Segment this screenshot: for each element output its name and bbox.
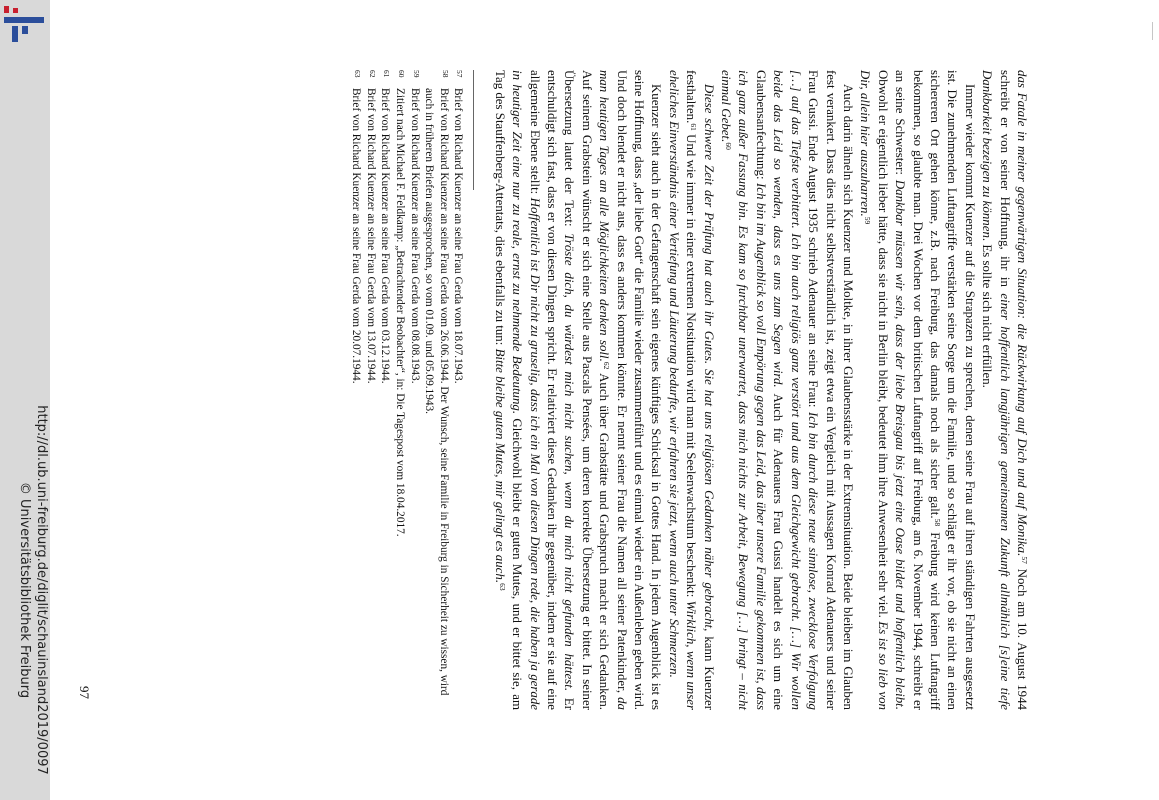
quote-text: das Fatale in meiner gegenwärtigen Situation: die Rückwirkung auf Dich und auf Monika. (1015, 70, 1029, 557)
quote-text: Ich bin im Augenblick so voll Empörung gegen das Leid, das über unsere Familie gekommen ist, dass ich ganz außer Fassung bin. Es kam so furchtbar unerwartet, dass mich nichts zur Arbeit, Bewegung […] bringt – nicht einmal Gebet. (719, 70, 768, 710)
footnote-number: 62 (367, 70, 377, 78)
text-run: Noch am 10. August 1944 schreibt er von seiner Hoffnung, ihr in (997, 70, 1029, 710)
paragraph (717, 70, 856, 710)
paragraph (490, 70, 664, 710)
footnote-number: 61 (382, 70, 392, 78)
footnote-text: Zitiert nach Michael F. Feldkamp: „Betrachtender Beobachter“, in: Die Tagespost vom 18.04.2017. (394, 88, 407, 537)
quote-text: einer hoffentlich langjährigen gemeinsamen Zukunft allmählich [s]eine tiefe Dankbarkeit bezeigen zu können (980, 70, 1012, 710)
viewer-sidebar (0, 0, 50, 800)
quote-text: Es ist so lieb von Dir, allein hier auszuharren. (858, 70, 890, 710)
footnote-ref: 57 (1020, 556, 1029, 564)
footnote (422, 70, 451, 710)
text-run: kann Kuenzer festhalten. (684, 70, 716, 710)
text-run: Gleichwohl bleibt er guten Mutes, und er bittet sie, am Tag des Stauffenberg-Attentats, dies ebenfalls zu tun: (492, 70, 525, 710)
footnote-text: Brief von Richard Kuenzer an seine Frau Gerda vom 03.12.1944. (379, 88, 392, 384)
footnote-ref: 61 (689, 123, 699, 131)
quote-text: Ich bin durch diese neue sinnlose, zwecklose Verfolgung […] auf das Tiefste verbittert. Ich bin auch religiös ganz verstört und aus dem Gleichgewicht gebracht. […] Wir wollen beide das Leid so wenden, dass es uns zum Segen wird. (771, 70, 821, 711)
body-text (490, 70, 1030, 710)
source-info (16, 380, 50, 800)
footnote-ref: 62 (602, 361, 612, 370)
quote-text: Wirklich, wenn unser eheliches Einverständnis einer Vertiefung und Läuterung bedurfte, wir erfahren sie jetzt, wenn auch unter Schmerzen. (666, 70, 699, 710)
paragraph (664, 70, 716, 710)
text-run: Immer wieder kommt Kuenzer auf die Strapazen zu sprechen, denen seine Frau auf ihren ständigen Fahrten ausgesetzt ist. Die zunehmenden Luftangriffe verstärken seine Sorge um die Familie, und so schlägt er ihr vor, ob sie nicht an einen sichereren Ort gehen könne, z.B. nach Freiburg, das damals noch als sicher galt. (927, 70, 977, 710)
quote-text: Diese schwere Zeit der Prüfung hat auch ihr Gutes. Sie hat uns religiösen Gedanken näher gebracht, (701, 84, 716, 632)
text-run: Auch für Adenauers Frau Gussi handelt es sich um eine Glaubensanfechtung: (753, 70, 786, 710)
footnote (349, 70, 364, 710)
footnote-number: 59 (411, 70, 421, 78)
footnote-number: 58 (440, 70, 450, 78)
footnote-number: 60 (397, 70, 407, 78)
university-logo-icon (2, 2, 48, 48)
text-run: Kuenzer sieht auch in der Gefangenschaft sein eigenes künftiges Schicksal in Gottes Hand. In jedem Augenblick ist es seine Hoffnung, dass „der liebe Gott“ die Familie wieder zusammenführt und es einmal wieder ein Außenleben geben wird. Und doch blendet er nicht aus, dass es anders kommen könnte. Er nennt seiner Frau die Namen all seiner Patenkinder, (614, 70, 664, 710)
footnote (363, 70, 378, 710)
footnote-text: Brief von Richard Kuenzer an seine Frau Gerda vom 26.06.1944. Der Wunsch, seine Familie in Freiburg in Sicherheit zu wissen, wird auch in früheren Briefen ausgesprochen, so vom 01.09. und 05.09.1943. (423, 88, 450, 696)
paragraph (856, 70, 978, 710)
footnote-ref: 59 (863, 216, 873, 225)
source-url[interactable]: http://dl.ub.uni-freiburg.de/diglit/schauinsland2019/0097 (34, 405, 49, 775)
footnote-text: Brief von Richard Kuenzer an seine Frau Gerda vom 13.07.1944. (364, 88, 377, 384)
quote-text: Hoffentlich ist Dir nicht zu gruselig, dass ich ein Mal von diesen Dingen rede, die haben ja gerade in heutiger Zeit eine nur zu reale, ernst zu nehmende Bedeutung. (510, 70, 542, 710)
text-run: Freiburg wird keinen Luftangriff bekommen, so glaubte man. Drei Wochen vor dem britischen Luftangriff auf Freiburg, am 6. November 1944, schreibt er an seine Schwester: (893, 70, 942, 710)
footnote-text: Brief von Richard Kuenzer an seine Frau Gerda vom 08.08.1943. (408, 88, 421, 384)
scanned-page (130, 70, 1030, 710)
footnote (407, 70, 422, 710)
text-run: Und wie immer in einer extremen Notsituation wird man mit Seelenwachstum beschenkt: (684, 130, 699, 601)
paragraph (978, 70, 1030, 710)
quote-text: Bitte bleibe guten Mutes, mir gelingt es auch. (492, 348, 507, 584)
text-run: Obwohl er eigentlich lieber hätte, dass sie nicht in Berlin bleibt, bedeutet ihm ihre Anwesenheit sehr viel. (875, 70, 890, 622)
footnote-text: Brief von Richard Kuenzer an seine Frau Gerda vom 20.07.1944. (350, 88, 363, 384)
text-run: Auch darin ähneln sich Kuenzer und Moltke, in ihrer Glaubensstärke in der Extremsituation. Beide bleiben im Glauben fest verankert. Dass dies nicht selbstverständlich ist, zeigt etwa ein Vergleich mit Aussagen Konrad Adenauers und seiner Frau Gussi. Ende August 1935 schrieb Adenauer an seine Frau: (806, 70, 855, 710)
footnote (451, 70, 466, 710)
footnote (378, 70, 393, 710)
footnote-ref: 58 (932, 518, 942, 527)
text-run: Auch über Grabstätte und Grabspruch macht er sich Gedanken. Auf seinem Grabstein wünscht er sich eine Stelle aus Pascals Pensées, um deren korrekte Übersetzung er bittet. In seiner Übersetzung lautet der Text: (562, 70, 612, 710)
quote-text: Tröste dich, du würdest mich nicht suchen, wenn du mich nicht gefunden hättest. (562, 233, 577, 692)
footnote-divider (473, 70, 474, 190)
footnote-text: Brief von Richard Kuenzer an seine Frau Gerda vom 18.07.1943. (452, 88, 465, 384)
footnote-number: 63 (353, 70, 363, 78)
footnote-ref: 63 (497, 583, 507, 591)
quote-text: Dankbar müssen wir sein, dass der liebe Breisgau bis jetzt eine Oase bildet und hoffentlich bleibt. (893, 179, 908, 710)
copyright-text: © Universitätsbibliothek Freiburg (17, 481, 32, 699)
page-edge-marker (1152, 22, 1159, 40)
text-run: . Es sollte sich nicht erfüllen. (980, 237, 995, 388)
text-run: Er entschuldigt sich fast, dass er von diesen Dingen spricht. Er relativiert diese Gedanken ihr gegenüber, indem er sie auf eine allgemeine Ebene stellt: (527, 70, 577, 711)
footnote-ref: 60 (724, 142, 734, 150)
footnote-number: 57 (455, 70, 465, 78)
page-number: 97 (77, 686, 92, 699)
quote-text: da man heutigen Tages an alle Möglichkeiten denken soll. (597, 70, 629, 710)
footnotes (349, 70, 466, 710)
footnote (392, 70, 407, 710)
